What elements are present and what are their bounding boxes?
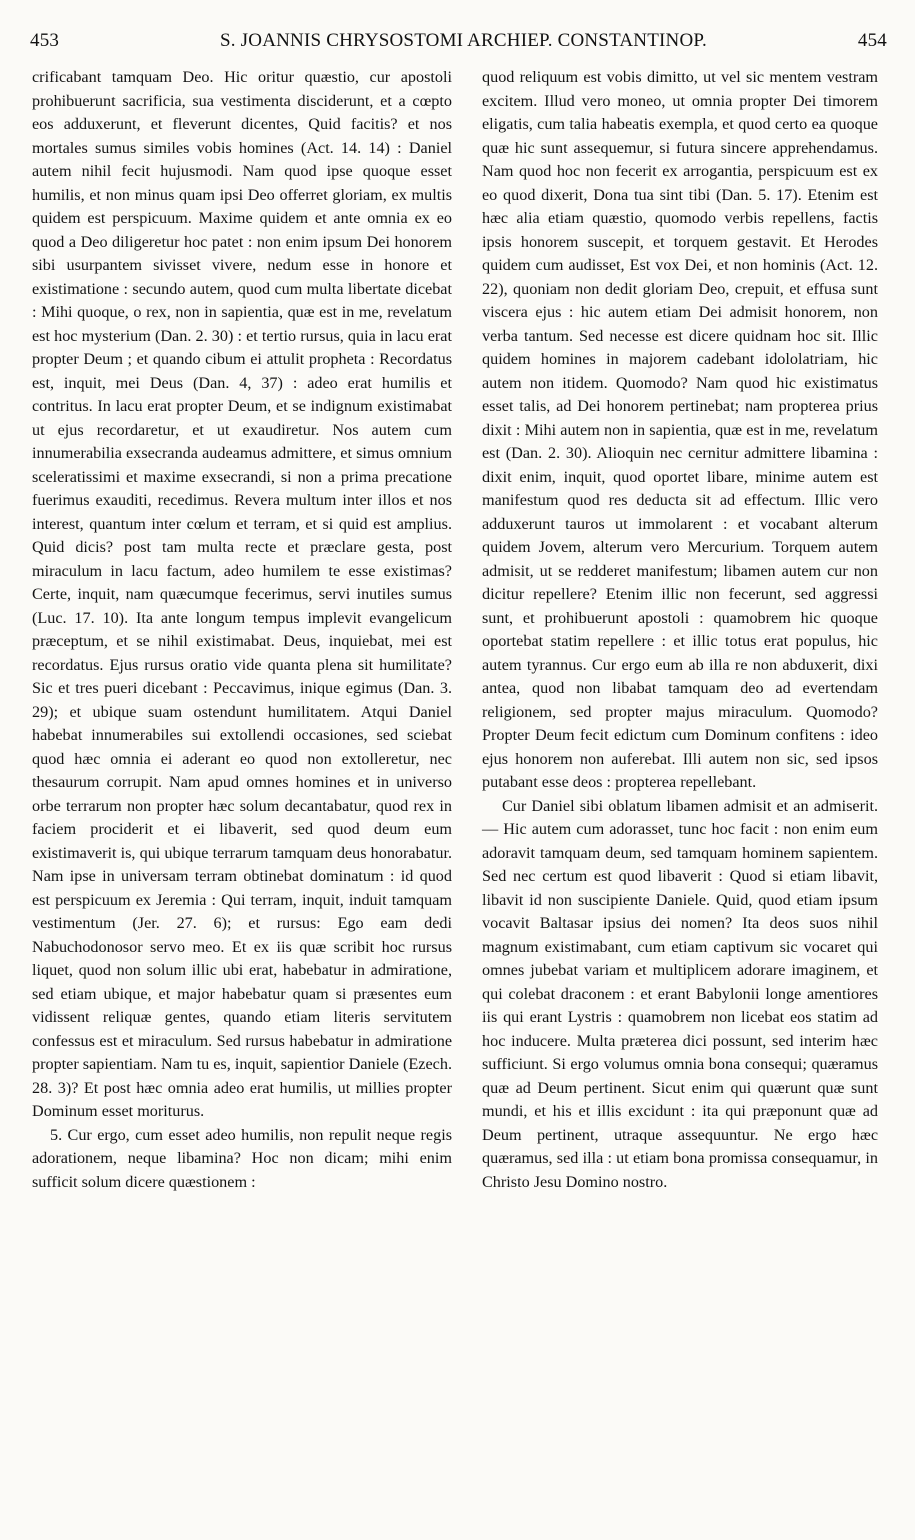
left-paragraph-1: crificabant tamquam Deo. Hic oritur quæstio, cur apostoli prohibuerunt sacrificia, sua vestimenta disciderunt, et a cœpto eos adduxerunt, et fleverunt dicentes, Quid facitis? et nos mortales sumus similes vobis homines (Act. 14. 14) : Daniel autem nihil fecit hujusmodi. Nam quod ipse quoque esset humilis, et non minus quam ipsi Deo offerret gloriam, ex multis quidem est perspicuum. Maxime quidem et ante omnia ex eo quod a Deo diligeretur hoc patet : non enim ipsum Dei honorem sibi usurpantem sivisset vivere, nedum esse in honore et existimatione : secundo autem, quod cum multa libertate dicebat : Mihi quoque, o rex, non in sapientia, quæ est in me, revelatum est hoc mysterium (Dan. 2. 30) : et tertio rursus, quia in lacu erat propter Deum ; et quando cibum ei attulit propheta : Recordatus est, inquit, mei Deus (Dan. 4, 37) : adeo erat humilis et contritus. In lacu erat propter Deum, et se indignum existimabat ut ejus recordaretur, et ut exaudiretur. Nos autem cum innumerabilia exsecranda audeamus admittere, et simus omnium sceleratissimi et maxime exsecrandi, si non a prima precatione fuerimus exauditi, recedimus. Revera multum inter illos et nos interest, quantum inter cœlum et terram, et si quid est amplius. Quid dicis? post tam multa recte et præclare gesta, post miraculum in lacu factum, adeo humilem te esse existimas? Certe, inquit, nam quæcumque fecerimus, servi inutiles sumus (Luc. 17. 10). Ita ante longum tempus implevit evangelicum præceptum, et se nihil existimabat. Deus, inquiebat, mei est recordatus. Ejus rursus oratio vide quanta plena sit humilitate? Sic et tres pueri dicebant : Peccavimus, inique egimus (Dan. 3. 29); et ubique suam ostendunt humilitatem. Atqui Daniel habebat innumerabiles sui extollendi occasiones, sed sciebat quod hæc omnia ei aderant eo quod non extolleretur, nec thesaurum corrupit. Nam apud omnes homines et in universo orbe terrarum non propter hæc solum decantabatur, quod rex in faciem prociderit et ei libaverit, sed quod deum eum existimaverit is, qui ubique terrarum tamquam deus honorabatur. Nam ipse in universam terram obtinebat dominatum : id quod est perspicuum ex Jeremia : Qui terram, inquit, induit tamquam vestimentum (Jer. 27. 6); et rursus: Ego eam dedi Nabuchodonosor servo meo. Et ex iis quæ scribit hoc rursus liquet, quod non solum illic ubi erat, habebatur in admiratione, sed etiam ubique, et major habebatur quam si præsentes eum vidissent reliquæ gentes, quando etiam literis servitutem confessus est et miraculum. Sed rursus habebatur in admiratione propter sapientiam. Nam tu es, inquit, sapientior Daniele (Ezech. 28. 3)? Et post hæc omnia adeo erat humilis, ut millies propter Dominum esset moriturus.: [32, 68, 452, 1120]
page-number-right: 454: [857, 30, 887, 51]
running-header: [30, 30, 887, 64]
left-paragraph-2: 5. Cur ergo, cum esset adeo humilis, non repulit neque regis adorationem, neque libamina? Hoc non dicam; mihi enim sufficit solum dicere quæstionem :: [32, 1125, 452, 1191]
right-paragraph-2: Cur Daniel sibi oblatum libamen admisit et an admiserit. — Hic autem cum adorasset, tunc hoc facit : non enim eum adoravit tamquam deum, sed tamquam hominem sapientem. Sed nec certum est quod libaverit : Quod si etiam libavit, libavit id non suscipiente Daniele. Quid, quod etiam ipsum vocavit Baltasar ipsius dei nomen? Ita deos suos nihil magnum existimabant, cum etiam captivum sic vocaret qui omnes jubebat variam et multiplicem adorare imaginem, et qui colebat draconem : et erant Babylonii longe amentiores iis qui erant Lystris : quamobrem non licebat eos statim ad hoc inducere. Multa præterea dici possunt, sed interim hæc sufficiunt. Si ergo volumus omnia bona consequi; quæramus quæ ad Deum pertinent. Sicut enim qui quærunt quæ sunt mundi, et his et illis excidunt : ita qui præponunt quæ ad Deum pertinent, utraque assequuntur. Ne ergo hæc quæramus, sed illa : ut etiam bona promissa consequamur, in Christo Jesu Domino nostro.: [482, 796, 878, 1191]
running-title: S. JOANNIS CHRYSOSTOMI ARCHIEP. CONSTANTINOP.: [220, 30, 707, 51]
right-column: [482, 66, 878, 1194]
left-column: [32, 66, 452, 1194]
page-number-left: 453: [30, 30, 60, 51]
right-paragraph-1: quod reliquum est vobis dimitto, ut vel sic mentem vestram excitem. Illud vero moneo, ut omnia propter Dei timorem eligatis, cum talia habeatis exempla, et quod certo ea quoque quæ hic sunt assequemur, si futura sincere apprehendamus. Nam quod hoc non fecerit ex arrogantia, perspicuum est ex eo quod dixerit, Dona tua sint tibi (Dan. 5. 17). Etenim est hæc alia etiam quæstio, quomodo verbis repellens, factis ipsis honorem suscepit, et torquem gestavit. Et Herodes quidem cum audisset, Est vox Dei, et non hominis (Act. 12. 22), quoniam non dedit gloriam Deo, crepuit, et effusa sunt viscera ejus : hic autem etiam Dei admisit honorem, non verba tantum. Sed necesse est dicere quidnam hoc sit. Illic quidem homines in majorem cadebant idololatriam, hic autem non itidem. Quomodo? Nam quod hic existimatus esset talis, ad Dei honorem pertinebat; nam propterea prius dixit : Mihi autem non in sapientia, quæ est in me, revelatum est (Dan. 2. 30). Alioquin nec cernitur admittere libamina : dixit enim, inquit, quod oportet libare, minime autem est manifestum quod res deducta sit ad effectum. Illic vero adduxerunt tauros ut immolarent : et vocabant alterum quidem Jovem, alterum vero Mercurium. Torquem autem admisit, ut se redderet manifestum; libamen autem cur non dicitur repellere? Etenim illic non fecerunt, sed aggressi sunt, et prohibuerunt apostoli : quamobrem hic quoque oportebat statim repellere : et illic totus erat populus, hic autem tyrannus. Cur ergo eum ab illa re non abduxerit, dixi antea, quod non libabat tamquam deo ad evertendam religionem, sed propter majus miraculum. Quomodo? Propter Deum fecit edictum cum Dominum confitens : ideo ejus honorem non auferebat. Illi autem non sic, sed ipsos putabant esse deos : propterea repellebant.: [482, 68, 878, 791]
